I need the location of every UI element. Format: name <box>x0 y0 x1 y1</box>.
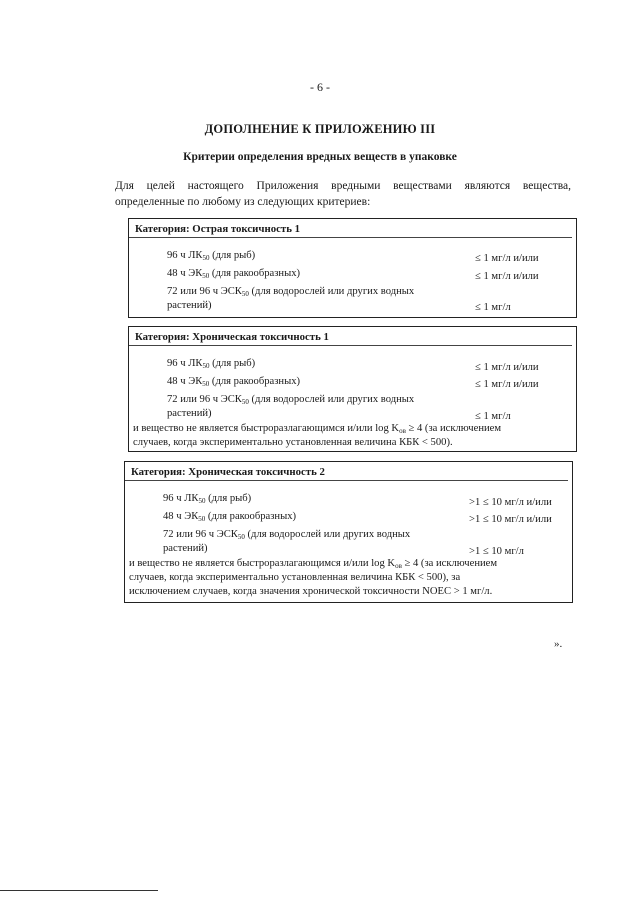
intro-paragraph <box>115 178 571 210</box>
intro-line-2: определенные по любому из следующих критериев: <box>115 196 371 208</box>
criterion-value: >1 ≤ 10 мг/л и/или <box>469 497 552 508</box>
criterion-row: 72 или 96 ч $ЭСК_{50}$ (для водорослей или других водных <box>167 394 415 406</box>
criterion-row: 72 или 96 ч $ЭСК_{50}$ (для водорослей или других водных <box>163 529 411 541</box>
condition-note-line-3: исключением случаев, когда значения хронической токсичности NOEC > 1 мг/л. <box>129 586 493 597</box>
condition-note-line-1: и вещество не является быстроразлагающимся и/или $\log K_{ов} \ge 4$ (за исключением <box>129 558 498 570</box>
category-box-chronic-2 <box>124 461 573 603</box>
criterion-row: 96 ч $ЛК_{50}$ (для рыб) <box>167 250 256 262</box>
closing-quote: ». <box>554 638 563 650</box>
category-box-chronic-1 <box>128 326 577 452</box>
title-underline <box>129 345 572 346</box>
footnote-separator <box>0 890 158 891</box>
criterion-row: 96 ч $ЛК_{50}$ (для рыб) <box>167 358 256 370</box>
condition-note-line-1: и вещество не является быстроразлагающимся и/или $\log K_{ов} \ge 4$ (за исключением <box>133 423 502 435</box>
category-box-acute-1 <box>128 218 577 318</box>
criterion-row: 72 или 96 ч $ЭСК_{50}$ (для водорослей или других водных <box>167 286 415 298</box>
criterion-row: 48 ч $ЭК_{50}$ (для ракообразных) <box>163 511 297 523</box>
criterion-value: ≤ 1 мг/л и/или <box>475 253 539 264</box>
intro-line-1: Для целей настоящего Приложения вредными веществами являются вещества, <box>115 180 571 192</box>
criterion-value: ≤ 1 мг/л и/или <box>475 271 539 282</box>
criterion-row: 48 ч $ЭК_{50}$ (для ракообразных) <box>167 376 301 388</box>
criterion-row-continuation: растений) <box>167 408 212 419</box>
criterion-value: >1 ≤ 10 мг/л и/или <box>469 514 552 525</box>
title-underline <box>125 480 568 481</box>
category-title: Категория: Хроническая токсичность 1 <box>135 331 329 343</box>
title-underline <box>129 237 572 238</box>
criterion-value: >1 ≤ 10 мг/л <box>469 546 524 557</box>
category-title: Категория: Хроническая токсичность 2 <box>131 466 325 478</box>
criterion-value: ≤ 1 мг/л <box>475 411 511 422</box>
category-title: Категория: Острая токсичность 1 <box>135 223 301 235</box>
condition-note-line-2: случаев, когда экспериментально установленная величина КБК < 500). <box>133 437 453 448</box>
condition-note-line-2: случаев, когда экспериментально установленная величина КБК < 500), за <box>129 572 461 583</box>
criterion-row-continuation: растений) <box>163 543 208 554</box>
criterion-value: ≤ 1 мг/л и/или <box>475 362 539 373</box>
document-title: ДОПОЛНЕНИЕ К ПРИЛОЖЕНИЮ III <box>204 122 436 136</box>
criterion-row: 96 ч $ЛК_{50}$ (для рыб) <box>163 493 252 505</box>
criterion-row: 48 ч $ЭК_{50}$ (для ракообразных) <box>167 268 301 280</box>
criterion-value: ≤ 1 мг/л и/или <box>475 379 539 390</box>
page-number: - 6 - <box>310 80 330 94</box>
criterion-row-continuation: растений) <box>167 300 212 311</box>
document-subtitle: Критерии определения вредных веществ в упаковке <box>183 151 457 163</box>
criterion-value: ≤ 1 мг/л <box>475 302 511 313</box>
